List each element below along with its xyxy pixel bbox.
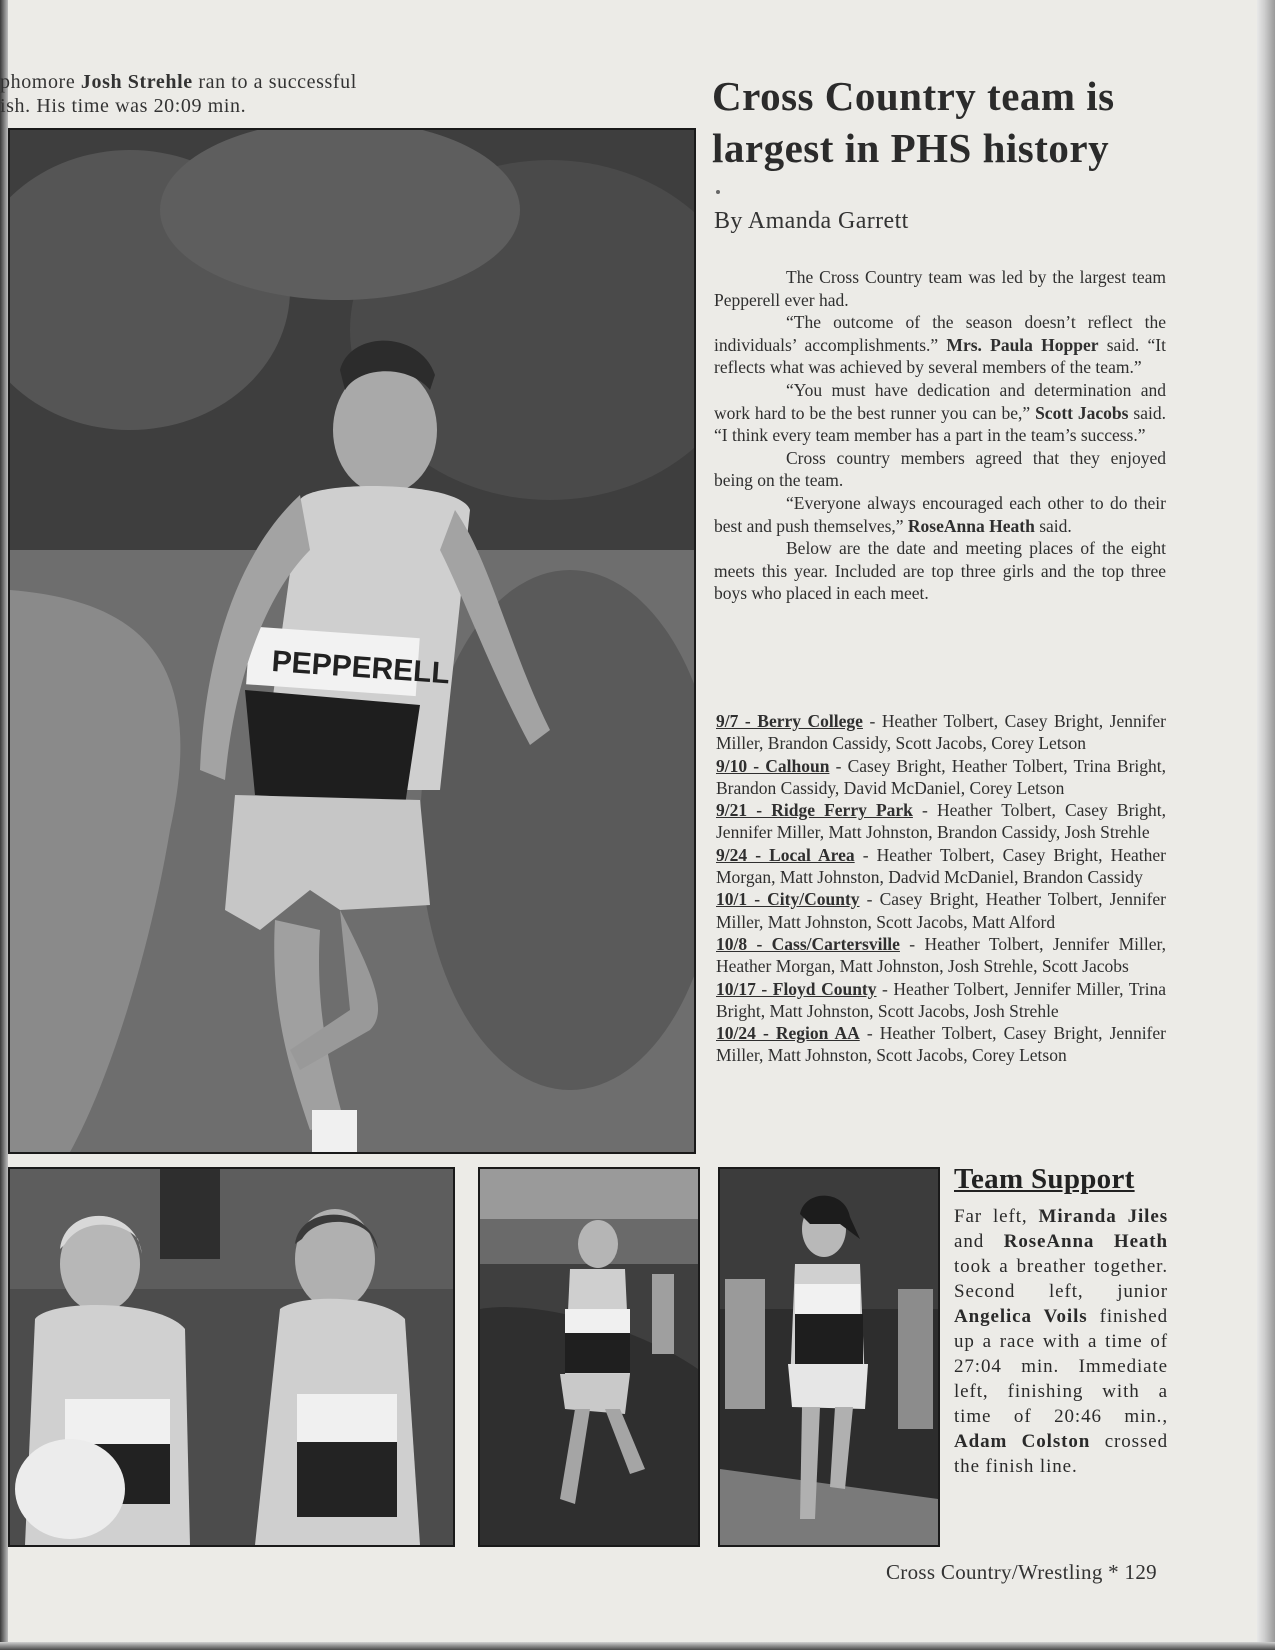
meet-results-list [716,710,1166,1067]
article-paragraph [714,379,1166,447]
article-paragraph: The Cross Country team was led by the largest team Pepperell ever had. [714,267,1166,310]
article-paragraph [714,492,1166,537]
meet-entry [716,888,1166,933]
article-text: said. “I think every team member has a part in the team’s success.” [714,402,1166,446]
meet-placers: - Casey Bright, Heather Tolbert, Jennifer Miller, Matt Johnston, Scott Jacobs, Matt Alford [716,889,1166,932]
meet-placers: - Heather Tolbert, Casey Bright, Jennifer Miller, Brandon Cassidy, Scott Jacobs, Corey Letson [716,711,1166,754]
meet-entry [716,755,1166,800]
runner-photo-boy [478,1167,700,1547]
meet-date-place: 9/21 - Ridge Ferry Park [716,800,913,821]
article-text: “The outcome of the season doesn’t reflect the individuals’ accomplishments.” [714,312,1166,355]
caption-text: ran to a successful [192,71,357,93]
caption-name: Adam Colston [954,1431,1091,1452]
article-text: said. [1034,515,1072,536]
team-support-caption [954,1204,1168,1479]
caption-text: Far left, [954,1206,1039,1227]
runner-photo-girl [718,1167,940,1547]
caption-name: Miranda Jiles [1038,1206,1168,1227]
caption-text: took a breather together. Second left, junior [954,1256,1168,1302]
meet-date-place: 9/10 - Calhoun [716,755,830,776]
article-text: “You must have dedication and determination and work hard to be the best runner you can be,” [714,379,1166,423]
article-name: Scott Jacobs [1035,402,1129,423]
main-runner-photo [8,128,696,1154]
article-paragraph: Cross country members agreed that they enjoyed being on the team. [714,447,1166,491]
meet-placers: - Heather Tolbert, Jennifer Miller, Heather Morgan, Matt Johnston, Josh Strehle, Scott Jacobs [716,933,1166,977]
meet-entry [716,1022,1166,1067]
meet-placers: - Casey Bright, Heather Tolbert, Trina Bright, Brandon Cassidy, David McDaniel, Corey Letson [716,755,1167,798]
meet-date-place: 10/8 - Cass/Cartersville [716,933,900,954]
caption-name: Josh Strehle [80,71,193,93]
article-text: “Everyone always encouraged each other to do their best and push themselves,” [714,492,1166,536]
meet-entry [716,844,1166,889]
page-bottom-edge [0,1642,1275,1650]
meet-placers: - Heather Tolbert, Casey Bright, Jennifer Miller, Matt Johnston, Brandon Cassidy, Josh Strehle [716,800,1166,843]
meet-entry [716,978,1166,1023]
article-name: RoseAnna Heath [907,515,1035,536]
meet-entry [716,799,1166,844]
caption-text: phomore [0,71,81,93]
jersey-text: PEPPERELL [270,644,451,691]
page-binding-edge [0,0,8,1650]
meet-date-place: 10/1 - City/County [716,889,860,910]
meet-placers: - Heather Tolbert, Casey Bright, Jennifer Miller, Matt Johnston, Scott Jacobs, Corey Letson [716,1023,1166,1066]
article-text: said. “It reflects what was achieved by several members of the team.” [714,334,1167,378]
team-support-heading: Team Support [954,1163,1135,1195]
meet-placers: - Heather Tolbert, Jennifer Miller, Trina Bright, Matt Johnston, Scott Jacobs, Josh Strehle [716,978,1167,1021]
caption-text: and [954,1231,1004,1252]
caption-text: crossed the finish line. [954,1431,1168,1477]
article-headline: Cross Country team is largest in PHS history [712,73,1115,171]
meet-date-place: 10/24 - Region AA [716,1023,860,1044]
team-support-photo-girls [8,1167,455,1547]
caption-text: finished up a race with a time of 27:04 min. Immediate left, finishing with a time of 20:46 min., [954,1306,1168,1427]
article-body [714,266,1166,605]
meet-date-place: 9/24 - Local Area [716,844,855,865]
meet-placers: - Heather Tolbert, Casey Bright, Heather Morgan, Matt Johnston, Dadvid McDaniel, Brandon Cassidy [716,844,1166,888]
decorative-dot [716,190,720,194]
caption-text: ish. His time was 20:09 min. [0,95,247,117]
meet-entry [716,710,1166,755]
meet-entry [716,933,1166,978]
page-folio: Cross Country/Wrestling * 129 [886,1560,1157,1584]
article-paragraph [714,311,1166,379]
article-paragraph: Below are the date and meeting places of the eight meets this year. Included are top three girls and the top three boys who placed in each meet. [714,538,1166,604]
meet-date-place: 10/17 - Floyd County [716,978,877,999]
caption-name: Angelica Voils [954,1306,1088,1327]
caption-name: RoseAnna Heath [1003,1231,1168,1252]
meet-date-place: 9/7 - Berry College [716,711,863,731]
article-byline: By Amanda Garrett [714,208,909,234]
article-name: Mrs. Paula Hopper [946,334,1099,355]
page-right-edge [1257,0,1275,1650]
photo-caption-top [0,70,430,118]
